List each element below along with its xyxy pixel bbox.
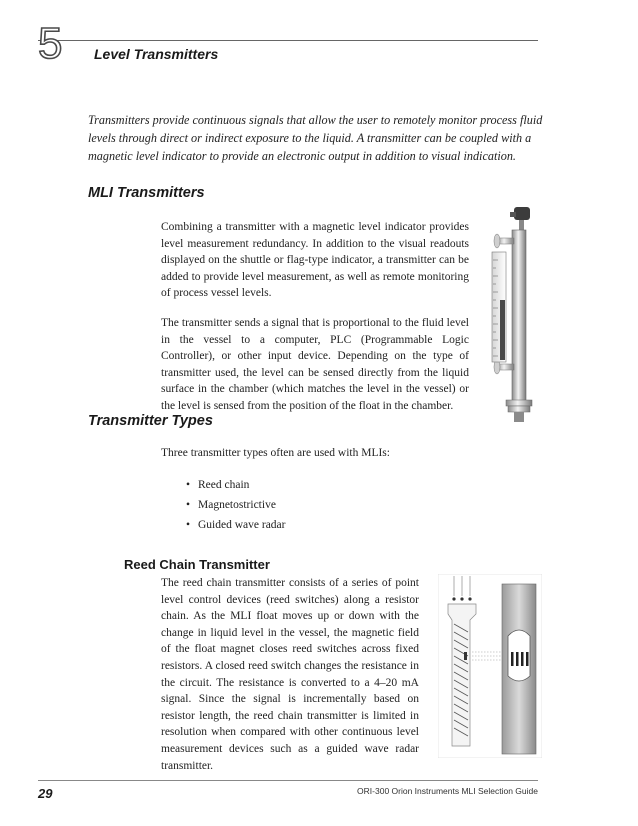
header-rule: [38, 40, 538, 41]
mli-transmitter-illustration: [476, 204, 538, 426]
footer-rule: [38, 780, 538, 781]
page-number: 29: [38, 786, 53, 801]
mli-transmitters-body: [161, 219, 469, 415]
chapter-number: 5: [38, 19, 63, 68]
mli-paragraph-1: Combining a transmitter with a magnetic level indicator provides level measurement redundancy. In addition to the visual readouts displayed on the shuttle or flag-type indicator, a transmitter can be added to provide level measurement, as well as remote monitoring of process vessel levels.: [161, 221, 469, 300]
mli-paragraph-2: The transmitter sends a signal that is proportional to the fluid level in the vessel to a computer, PLC (Programmable Logic Controller), or other input device. Depending on the type of transmitter used, the level can be sensed directly from the liquid surface in the chamber (which matches the level in the vessel) or the level is sensed from the position of the float in the chamber.: [161, 316, 469, 412]
transmitter-types-intro: Three transmitter types often are used with MLIs:: [161, 447, 390, 459]
reed-chain-illustration: [438, 574, 542, 758]
transmitter-types-list: [186, 475, 286, 535]
list-item: • Guided wave radar: [186, 515, 286, 535]
reed-chain-heading: Reed Chain Transmitter: [124, 557, 270, 572]
transmitter-head: [514, 207, 530, 220]
list-item: • Magnetostrictive: [186, 495, 286, 515]
mli-transmitters-heading: MLI Transmitters: [88, 185, 205, 201]
chapter-title: Level Transmitters: [94, 46, 219, 62]
chamber-pipe: [512, 230, 526, 408]
list-item: • Reed chain: [186, 475, 286, 495]
document-title: ORI-300 Orion Instruments MLI Selection Guide: [357, 786, 538, 796]
reed-chain-body: The reed chain transmitter consists of a series of point level control devices (reed switches) along a resistor chain. As the MLI float moves up or down with the change in liquid level in the vessel, the magnetic field of the float magnet closes reed switches across fixed resistors. A closed reed switch changes the resistance in the circuit. The resistance is converted to a 4–20 mA signal. Since the signal is incrementally based on resistor length, the reed chain transmitter is limited in resolution when compared with other continuous level measurement devices such as a guided wave radar transmitter.: [161, 577, 419, 772]
transmitter-types-heading: Transmitter Types: [88, 413, 213, 429]
intro-paragraph: Transmitters provide continuous signals that allow the user to remotely monitor process fluid levels through direct or indirect exposure to the liquid. A transmitter can be coupled with a magnetic level indicator to provide an electronic output in addition to visual indication.: [88, 113, 543, 163]
